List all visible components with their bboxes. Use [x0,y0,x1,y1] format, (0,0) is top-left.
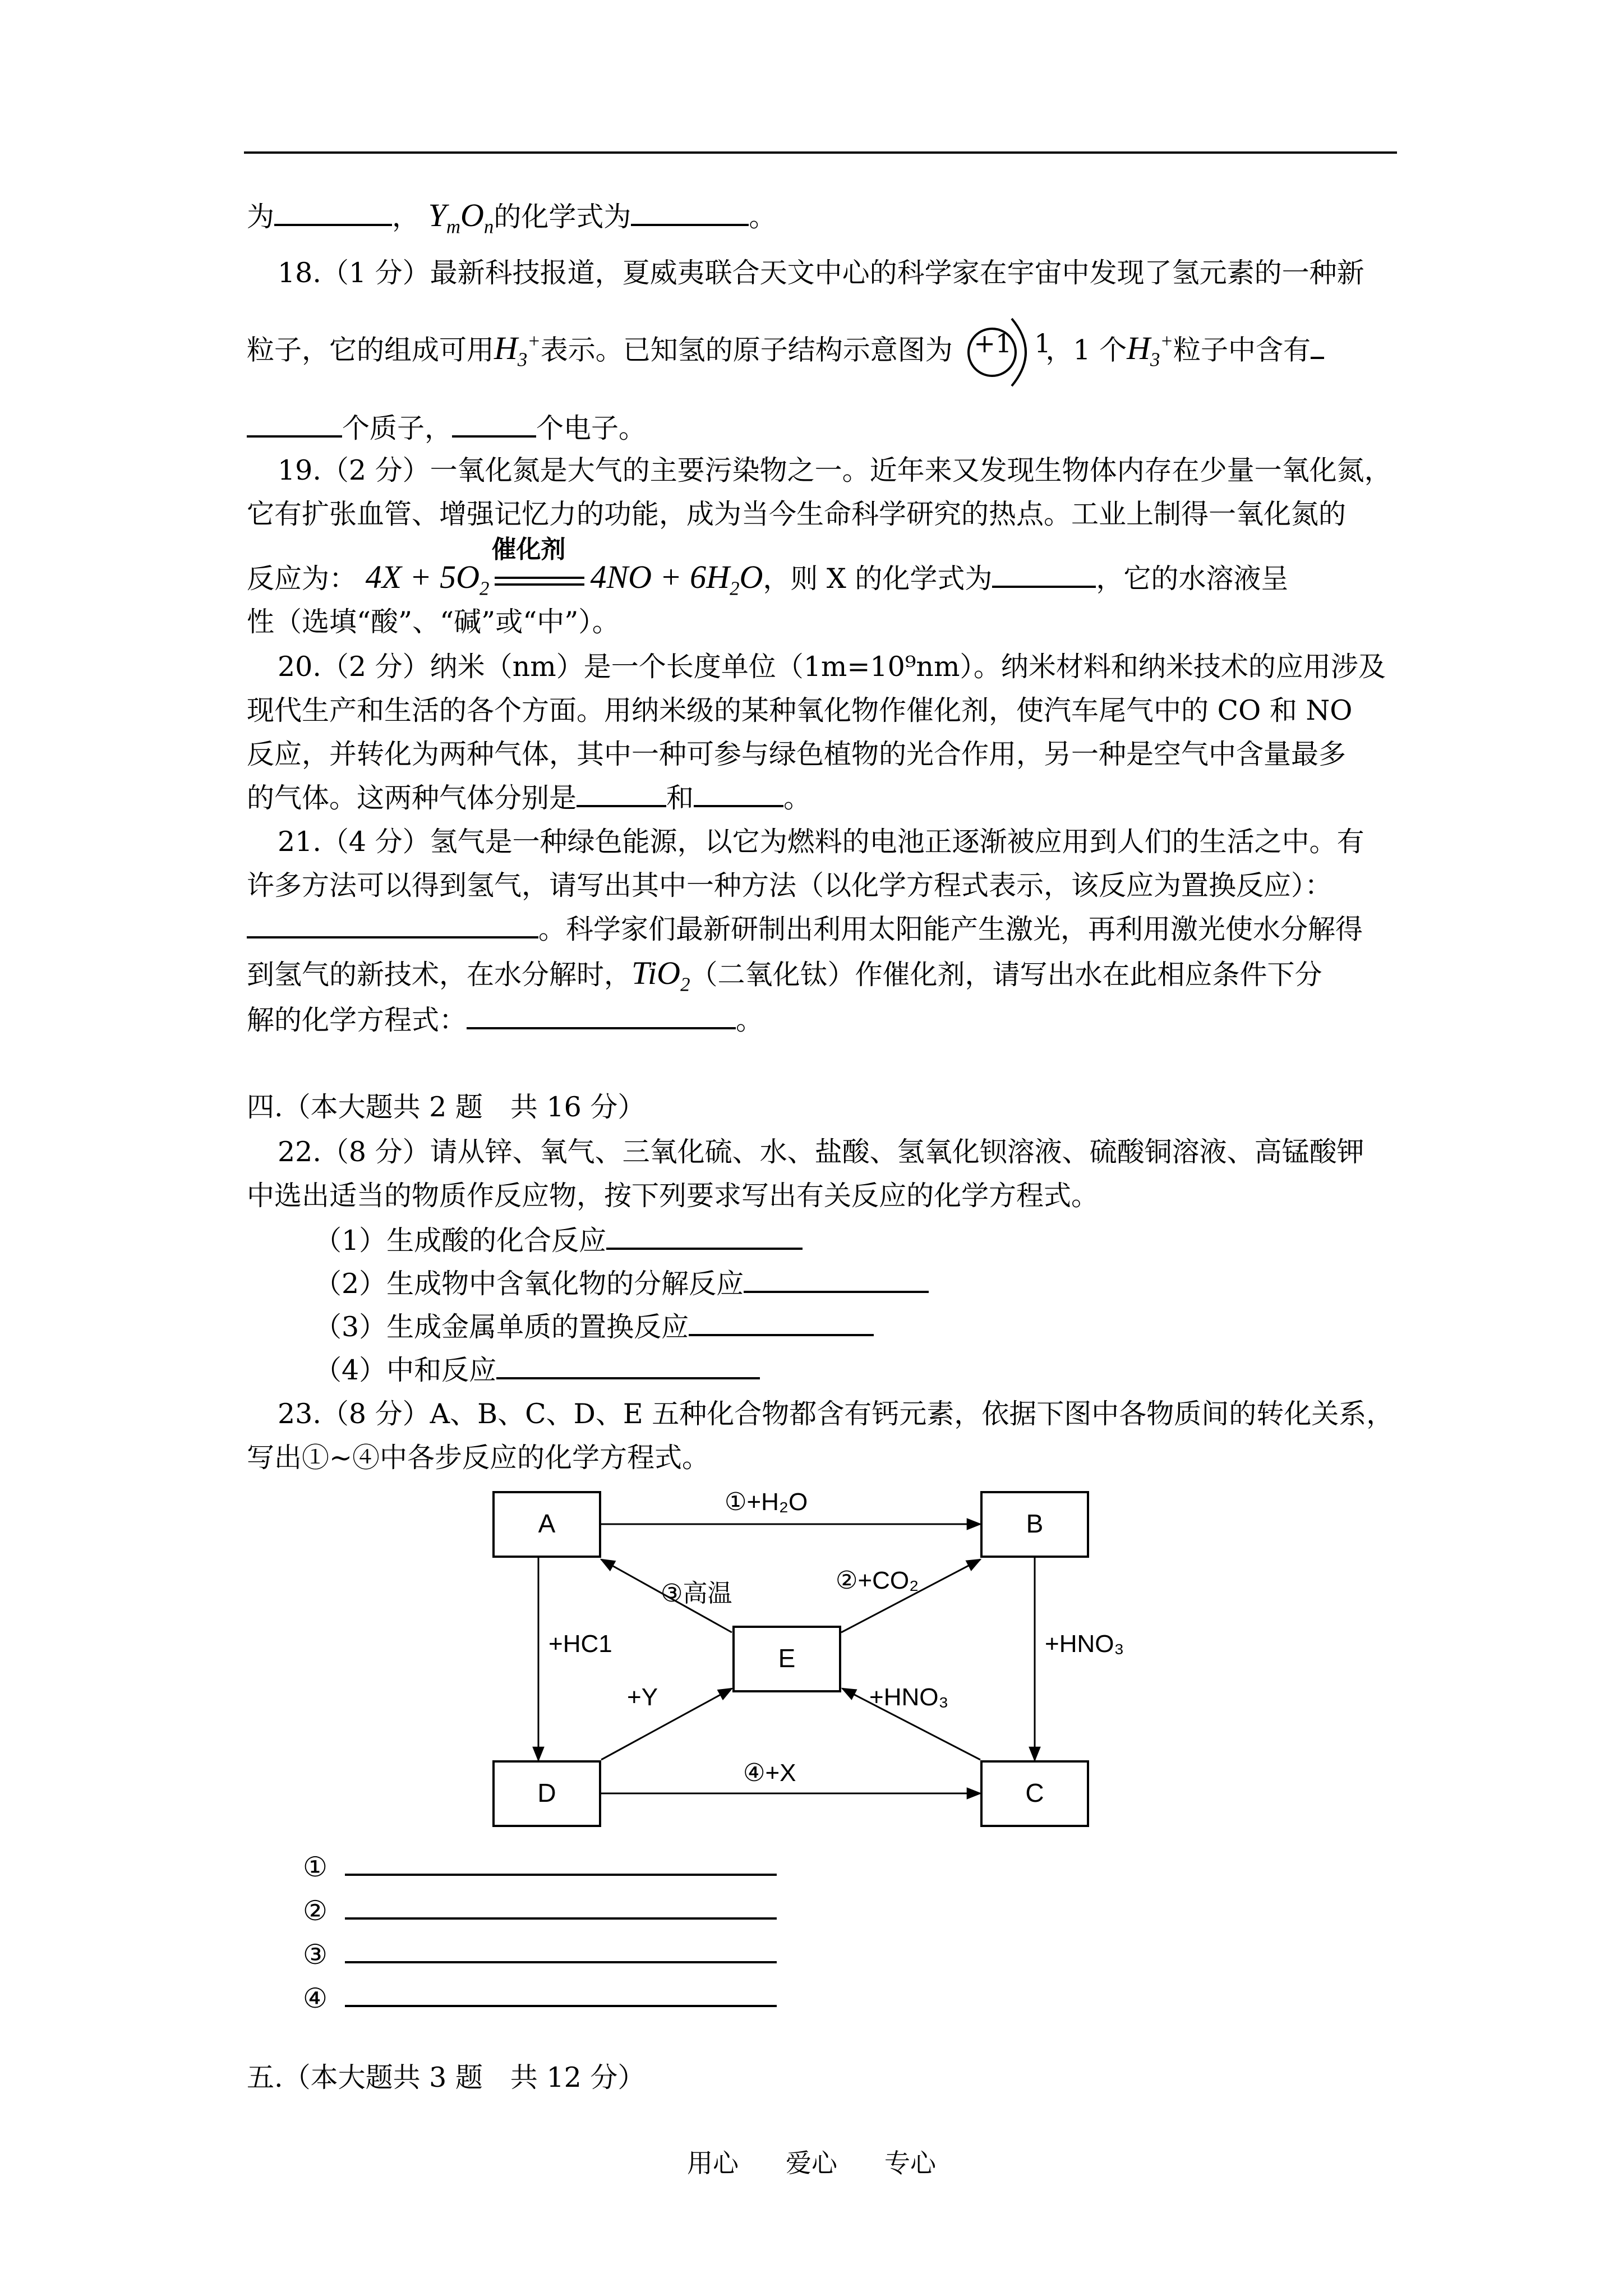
label-dc: ④+X [743,1759,796,1787]
header-rule [244,151,1397,154]
answer-line-4: ④ [303,1982,328,2014]
svg-text:B: B [1026,1509,1044,1538]
label-ea: ③高温 [661,1580,732,1607]
q21-line4: 到氢气的新技术，在水分解时，TiO$_2$（二氧化钛）作催化剂，请写出水在此相应条件下分 [247,955,1322,996]
label-bc: +HNO₃ [1045,1630,1124,1658]
q23-line2: 写出①~④中各步反应的化学方程式。 [247,1442,710,1474]
q22-item-2: （2）生成物中含氧化物的分解反应 [314,1262,1467,1306]
q21-line2: 许多方法可以得到氢气，请写出其中一种方法（以化学方程式表示，该反应为置换反应）： [247,869,1332,901]
q18-line1: 18.（1 分）最新科技报道，夏威夷联合天文中心的科学家在宇宙中发现了氢元素的一种新 [278,257,1364,289]
q20-line1: 20.（2 分）纳米（nm）是一个长度单位（1m=10⁹nm）。纳米材料和纳米技术的应用涉及 [278,651,1386,683]
q20-line2: 现代生产和生活的各个方面。用纳米级的某种氧化物作催化剂，使汽车尾气中的 CO 和 NO [247,694,1353,726]
conversion-diagram [482,1470,1124,1834]
q22-line1: 22.（8 分）请从锌、氧气、三氧化硫、水、盐酸、氢氧化钡溶液、硫酸铜溶液、高锰酸钾 [278,1136,1364,1168]
box-d [494,1761,600,1826]
q19-line1: 19.（2 分）一氧化氮是大气的主要污染物之一。近年来又发现生物体内存在少量一氧化氮， [278,454,1392,486]
q22-item-4: （4）中和反应 [314,1349,1467,1392]
box-c [981,1761,1088,1826]
ymon-formula: $Y_mO_n$ [428,197,494,238]
q19-line3: 反应为： $4X + 5O_2$ 催化剂 $4NO + 6H_2O$，则 X 的化学式为 ，它的水溶液呈 [247,535,1289,600]
q21-line3: 。科学家们最新研制出利用太阳能产生激光，再利用激光使水分解得 [247,908,1399,951]
answer-line-1: ① [303,1851,328,1883]
q20-line4: 的气体。这两种气体分别是 和 。 [247,782,811,814]
q23-line1: 23.（8 分）A、B、C、D、E 五种化合物都含有钙元素，依据下图中各物质间的转化关系， [278,1398,1394,1430]
q21-line5: 解的化学方程式： 。 [247,1004,764,1036]
box-e [734,1627,840,1691]
label-ce: +HNO₃ [869,1683,949,1711]
label-ab: ①+H₂O [725,1488,808,1516]
q22-item-1: （1）生成酸的化合反应 [314,1219,1467,1263]
q21-line1: 21.（4 分）氢气是一种绿色能源，以它为燃料的电池正逐渐被应用到人们的生活之中。有 [278,826,1364,858]
q20-line3: 反应，并转化为两种气体，其中一种可参与绿色植物的光合作用，另一种是空气中含量最多 [247,738,1347,770]
svg-text:A: A [538,1509,556,1538]
q19-line4: 性（选填“酸”、“碱”或“中”）。 [247,606,620,638]
box-b [981,1492,1088,1557]
label-eb: ②+CO₂ [836,1567,919,1594]
label-de: +Y [627,1683,658,1711]
page-footer: 用心 爱心 专心 [687,2148,936,2178]
q18-line3: 个质子， 个电子。 [247,407,1399,450]
reaction-equation: $4X + 5O_2$ [365,559,490,600]
label-ad: +HC1 [548,1630,612,1658]
q19-line2: 它有扩张血管、增强记忆力的功能，成为当今生命科学研究的热点。工业上制得一氧化氮的 [247,498,1347,530]
answer-line-2: ② [303,1895,328,1927]
section-5-heading: 五.（本大题共 3 题 共 12 分） [247,2062,645,2093]
hydrogen-atom-diagram: +1 1 [961,321,1045,383]
q22-item-3: （3）生成金属单质的置换反应 [314,1305,1467,1349]
svg-text:E: E [778,1644,796,1673]
section-4-heading: 四.（本大题共 2 题 共 16 分） [247,1091,645,1123]
box-a [494,1492,600,1557]
arrow-d-to-e [601,1688,732,1760]
q17-tail: 为 ， $Y_mO_n$的化学式为 。 [247,197,777,238]
q18-line2: 粒子，它的组成可用$H_3^+$表示。已知氢的原子结构示意图为 +1 1 ，1 个$H_3^+$粒子中含有 [247,320,1399,383]
q22-line2: 中选出适当的物质作反应物，按下列要求写出有关反应的化学方程式。 [247,1180,1099,1212]
svg-text:C: C [1025,1778,1044,1807]
svg-text:D: D [537,1778,556,1807]
answer-line-3: ③ [303,1939,328,1971]
